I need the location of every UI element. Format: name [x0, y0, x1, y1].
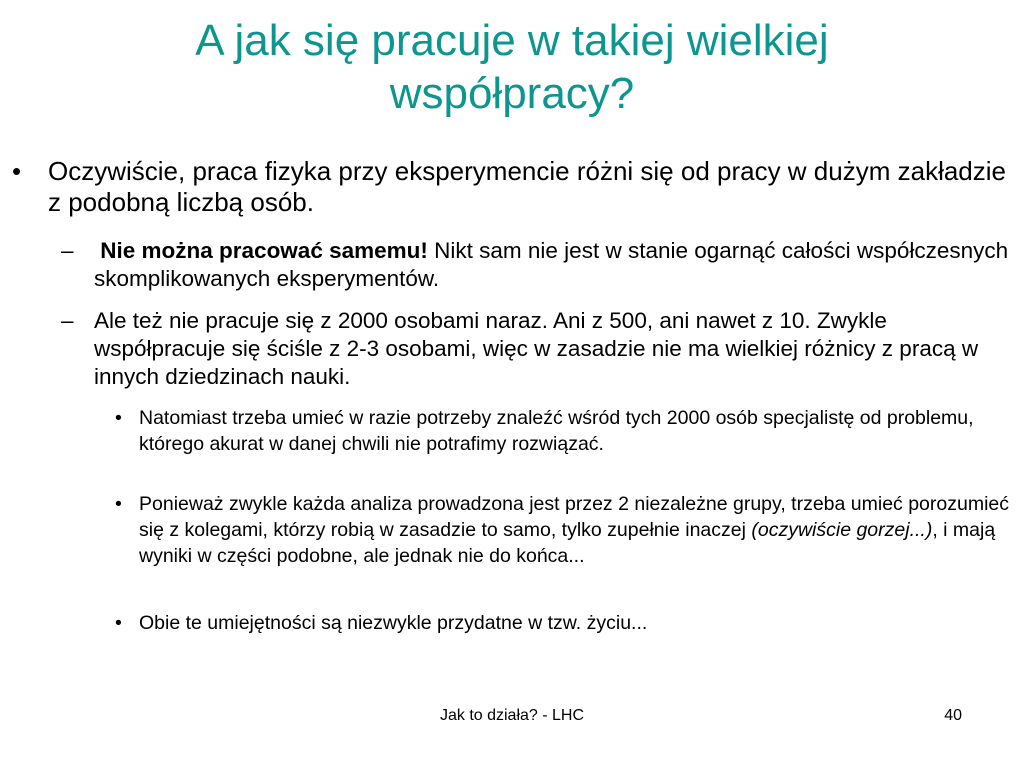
dash-marker: –: [61, 238, 74, 263]
sub-bullet-1-bold-text: Nie można pracować samemu!: [100, 238, 428, 263]
slide-title-line-2: współpracy?: [389, 69, 635, 118]
bullet-marker: •: [115, 493, 122, 515]
bullet-main-text: Oczywiście, praca fizyka przy eksperymencie różni się od pracy w dużym zakładzie z podobną liczbą osób.: [48, 156, 1007, 217]
sub-bullet-1: [61, 237, 1014, 293]
point-2-text: Ponieważ zwykle każda analiza prowadzona jest przez 2 niezależne grupy, trzeba umieć porozumieć się z kolegami, którzy robią w zasadzie to samo, tylko zupełnie inaczej: [139, 493, 1010, 541]
point-2-text-end: , i mają wyniki w części podobne, ale jednak nie do końca...: [139, 519, 996, 567]
point-3-text: Obie te umiejętności są niezwykle przydatne w tzw. życiu...: [139, 612, 648, 634]
bullet-main: [12, 156, 1014, 218]
point-1-text: Natomiast trzeba umieć w razie potrzeby znaleźć wśród tych 2000 osób specjalistę od problemu, którego akurat w danej chwili nie potrafimy rozwiązać.: [139, 407, 974, 455]
page-number: 40: [944, 707, 962, 724]
footer-title: Jak to działa? - LHC: [439, 707, 585, 724]
slide-title-line-1: A jak się pracuje w takiej wielkiej: [195, 16, 829, 65]
bullet-marker: •: [12, 156, 22, 186]
point-1: [115, 405, 1014, 457]
sub-bullet-2-text: Ale też nie pracuje się z 2000 osobami naraz. Ani z 500, ani nawet z 10. Zwykle współpracuje się ściśle z 2-3 osobami, więc w zasadzie nie ma wielkiej różnicy z pracą w innych dziedzinach nauki.: [94, 308, 979, 389]
sub-bullet-2: [61, 307, 1014, 391]
slide-title: [40, 14, 984, 120]
bullet-marker: •: [115, 407, 122, 429]
dash-marker: –: [61, 308, 74, 333]
sub-bullet-1-text: Nikt sam nie jest w stanie ogarnąć całości współczesnych skomplikowanych eksperymentów.: [94, 238, 1009, 291]
point-2: [115, 491, 1014, 569]
bullet-marker: •: [115, 612, 122, 634]
point-2-italic-text: (oczywiście gorzej...): [751, 519, 933, 541]
point-3: [115, 610, 1014, 636]
